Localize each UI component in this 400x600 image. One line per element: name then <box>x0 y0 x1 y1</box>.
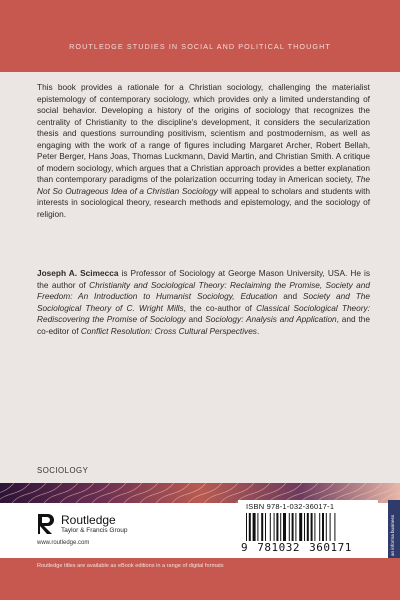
description-text-2: will appeal to scholars and students with interests in sociological theory, research methods and epistemology, and the sociology of religion. <box>37 185 370 219</box>
author-name: Joseph A. Scimecca <box>37 268 119 278</box>
barcode-digit-lead: 9 <box>241 541 249 554</box>
bio-text-4: and <box>185 314 206 324</box>
bio-text-6: . <box>256 325 260 336</box>
sticker-text: an informa business <box>390 514 395 556</box>
bio-title-2: Society and The Sociological Theory of C. Wright Mills <box>37 291 370 313</box>
bio-title-1: Christianity and Sociological Theory: Reclaiming the Promise, Society and Freedom: An Introduction to Humanist Sociology, Education <box>37 279 370 301</box>
series-title: ROUTLEDGE STUDIES IN SOCIAL AND POLITICAL THOUGHT <box>69 42 331 51</box>
bio-title-4: Sociology: Analysis and Application <box>205 314 337 324</box>
subject-category: SOCIOLOGY <box>37 466 89 475</box>
footer-note: Routledge titles are available as eBook editions in a range of digital formats <box>37 563 224 569</box>
bio-title-5: Conflict Resolution: Cross Cultural Perspectives <box>80 325 257 336</box>
description-text-1: This book provides a rationale for a Christian sociology, challenging the materialist epistemology of contemporary sociology, which provides only a limited understanding of social behavior. Developing a history of the origins of sociology that recognizes the centrality of Christianity to the discipline's development, it considers the secularization thesis and questions surrounding positivism, scientism and postmodernism, as well as engaging with the work of a range of figures including Margaret Archer, Robert Bellah, Peter Berger, Hans Joas, Thomas Luckmann, David Martin, and Christian Smith. A critique of modern sociology, which argues that a Christian approach provides a better explanation than contemporary paradigms of the polarization occurring today in American society, <box>37 82 370 184</box>
publisher-website: www.routledge.com <box>37 540 90 546</box>
book-description <box>37 82 370 220</box>
bio-text-3: , the co-author of <box>183 302 257 313</box>
book-title: The Not So Outrageous Idea of a Christian Sociology <box>37 174 370 196</box>
barcode-digits-left: 781032 <box>257 541 300 554</box>
barcode-area <box>238 500 378 558</box>
top-color-band <box>0 0 400 72</box>
barcode-digits-right: 360171 <box>309 541 352 554</box>
barcode-digits <box>240 541 370 554</box>
bio-text-5: , and the co-editor of <box>37 314 370 336</box>
routledge-r-icon <box>37 513 55 535</box>
publisher-group: Taylor & Francis Group <box>61 527 128 534</box>
bio-text-2: and <box>277 291 303 301</box>
author-bio <box>37 268 370 337</box>
informa-sticker <box>388 500 400 558</box>
publisher-name: Routledge <box>61 513 116 527</box>
bio-text-1: is Professor of Sociology at George Mason University, USA. He is the author of <box>37 268 370 290</box>
bio-title-3: Classical Sociological Theory: Rediscovering the Promise of Sociology <box>37 302 371 324</box>
isbn-label: ISBN 978-1-032-36017-1 <box>246 502 335 511</box>
